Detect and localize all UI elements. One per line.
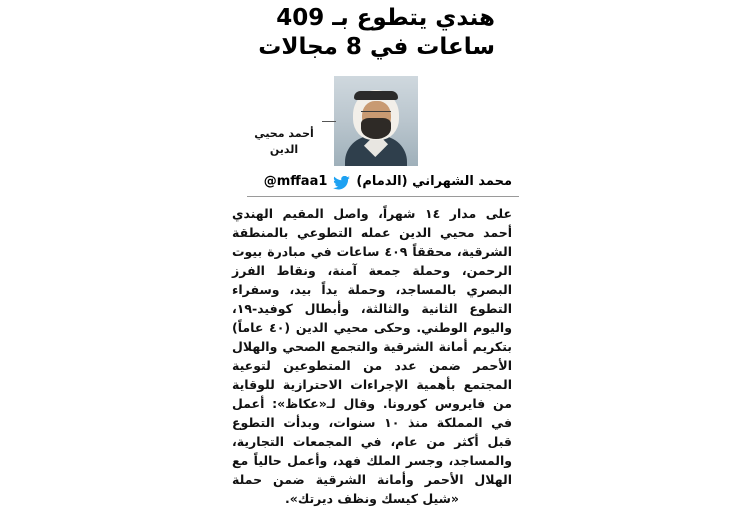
twitter-bird-icon — [333, 175, 350, 189]
article-body-paragraph: على مدار ١٤ شهراً، واصل المقيم الهندي أحمد محيي الدين عمله التطوعي بالمنطقة الشرقية، محققاً ٤٠٩ ساعات في مبادرة بيوت الرحمن، وحملة جمعة آمنة، ونقاط الفرز البصري بالمساجد، وحملة يداً بيد، وسفراء التطوع الثانية والثالثة، وأبطال كوفيد-١٩، واليوم الوطني. وحكى محيي الدين (٤٠ عاماً) بتكريم أمانة الشرقية والتجمع الصحي والهلال الأحمر ضمن عدد من المتطوعين لتوعية المجتمع بأهمية الإجراءات الاحترازية للوقاية من فايروس كورونا. وقال لـ«عكاظ»: أعمل في المملكة منذ ١٠ سنوات، وبدأت التطوع قبل أكثر من عام، في المجمعات التجارية، والمساجد، وجسر الملك فهد، وأعمل حالياً مع الهلال الأحمر وأمانة الشرقية ضمن حملة «شيل كيسك ونظف ديرتك». — [232, 206, 513, 506]
page-title: هندي يتطوع بـ 409 ساعات في 8 مجالات — [258, 5, 495, 61]
photo-caption: أحمد محيي الدين — [254, 127, 314, 156]
twitter-handle[interactable]: @mffaa1 — [263, 174, 328, 189]
byline-author: محمد الشهراني (الدمام) — [356, 174, 512, 189]
portrait-image — [334, 76, 418, 166]
portrait-beard — [361, 118, 391, 139]
article-photo — [334, 76, 418, 166]
byline — [230, 174, 512, 189]
article-body — [232, 204, 512, 508]
portrait-igal — [354, 91, 398, 100]
caption-leader-line — [322, 121, 336, 122]
divider — [247, 196, 519, 197]
